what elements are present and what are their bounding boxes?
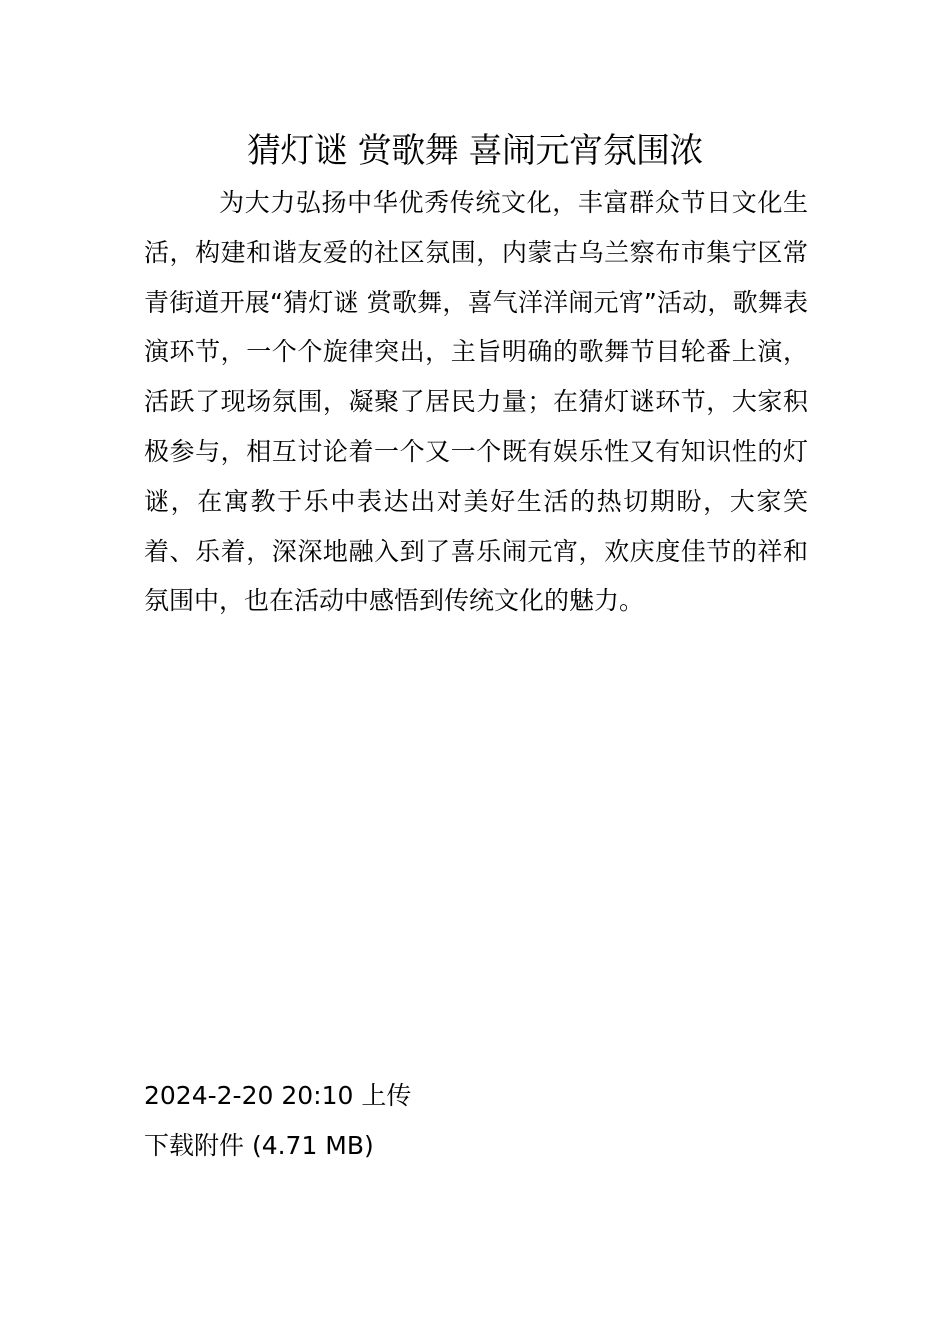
article-title: 猜灯谜 赏歌舞 喜闹元宵氛围浓 bbox=[246, 131, 704, 171]
article-body: 为大力弘扬中华优秀传统文化，丰富群众节日文化生活，构建和谐友爱的社区氛围，内蒙古乌兰察布市集宁区常青街道开展“猜灯谜 赏歌舞，喜气洋洋闹元宵”活动，歌舞表演环节，一个个旋律突出，主旨明确的歌舞节目轮番上演，活跃了现场氛围，凝聚了居民力量；在猜灯谜环节，大家积极参与，相互讨论着一个又一个既有娱乐性又有知识性的灯谜，在寓教于乐中表达出对美好生活的热切期盼，大家笑着、乐着，深深地融入到了喜乐闹元宵，欢庆度佳节的祥和氛围中，也在活动中感悟到传统文化的魅力。 bbox=[144, 188, 808, 616]
download-attachment-link[interactable]: 下载附件 (4.71 MB) bbox=[144, 1131, 374, 1160]
upload-timestamp: 2024-2-20 20:10 上传 bbox=[144, 1081, 412, 1110]
